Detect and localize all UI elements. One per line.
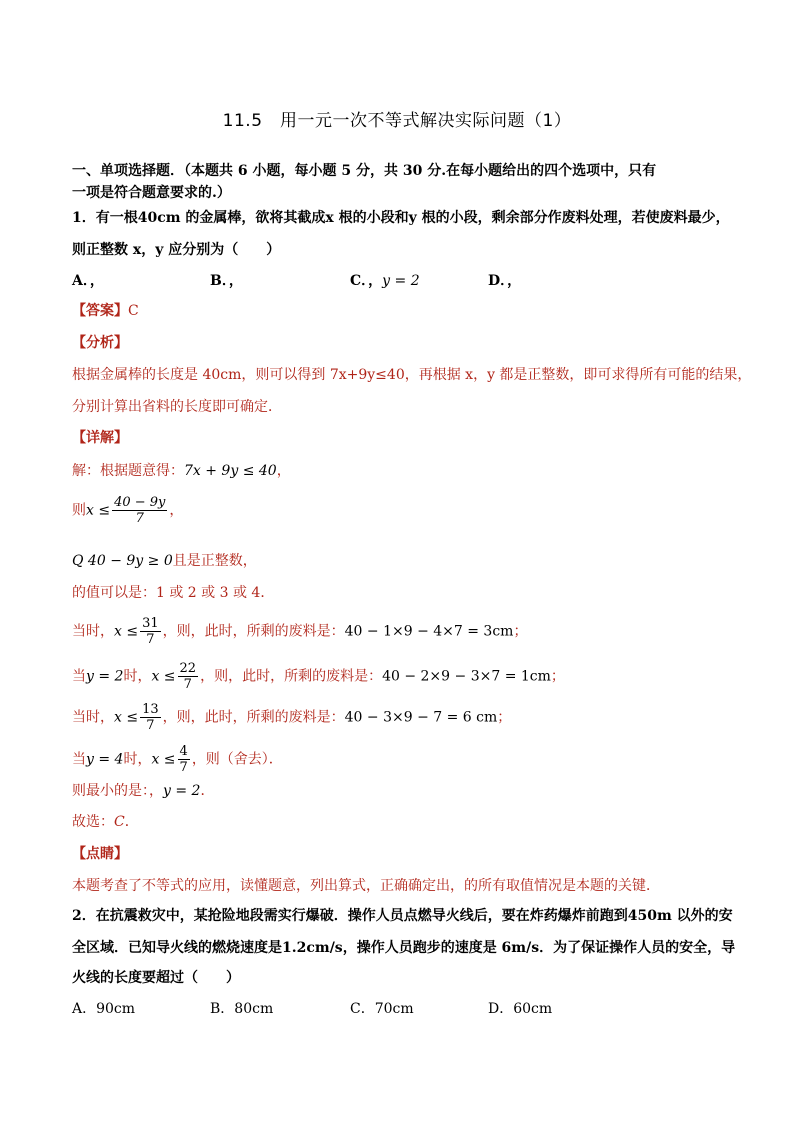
comment-tag: 【点睛】 [72, 846, 128, 862]
q2-stem-line3: 火线的长度要超过（ ） [72, 970, 240, 986]
page-title: 11.5 用一元一次不等式解决实际问题（1） [222, 111, 572, 131]
fraction-numerator: 4 [179, 744, 188, 759]
q1-option-c-label: C．， [350, 273, 383, 289]
detail-line7 [72, 702, 511, 733]
q1-option-d: D．， [488, 273, 522, 289]
detail-line5-end: ； [513, 623, 528, 640]
q2-options [72, 1000, 552, 1018]
detail-line5 [72, 616, 527, 647]
q1-stem-line2: 则正整数 x，y 应分别为（ ） [72, 242, 281, 258]
detail-line2-math: x ≤ [86, 502, 111, 519]
detail-line5-calc: 40 − 1×9 − 4×7 = 3cm [344, 623, 514, 640]
fraction [112, 495, 167, 526]
detail-line5-math: x ≤ [114, 623, 139, 640]
detail-line6-text: 当 [72, 668, 86, 685]
detail-line9-text: 则最小的是：， [72, 783, 163, 799]
fraction-denominator: 7 [183, 677, 192, 692]
fraction-denominator: 7 [179, 760, 188, 775]
detail-line9-end: ． [200, 783, 215, 799]
answer-tag: 【答案】 [72, 303, 128, 319]
detail-line6-end: ； [550, 668, 565, 685]
detail-line8-y: y = 4 [86, 751, 124, 768]
analysis-line1: 根据金属棒的长度是 40cm，则可以得到 7x+9y≤40，再根据 x，y 都是正整数，即可求得所有可能的结果， [72, 367, 752, 383]
q1-stem-line1: 1．有一根40cm 的金属棒，欲将其截成x 根的小段和y 根的小段，剩余部分作废料处理，若使废料最少， [72, 210, 730, 226]
detail-line4-values: 1 或 2 或 3 或 4． [156, 585, 275, 601]
detail-line4-text: 的值可以是： [72, 585, 156, 601]
detail-line7-text: 当时， [72, 709, 114, 726]
detail-line7-mid: ，则，此时，所剩的废料是： [162, 709, 345, 726]
detail-line8-text: 当 [72, 751, 86, 768]
detail-line1 [72, 462, 291, 480]
detail-line10-answer: C [114, 814, 125, 830]
fraction-numerator: 13 [142, 702, 159, 717]
q2-stem-line2: 全区域．已知导火线的燃烧速度是1.2cm/s，操作人员跑步的速度是 6m/s．为了保证操作人员的安全，导 [72, 940, 736, 956]
detail-line7-math: x ≤ [114, 709, 139, 726]
detail-line3-math: Q 40 − 9y ≥ 0 [72, 553, 173, 569]
detail-line6-when: 时， [123, 668, 152, 685]
detail-line3 [72, 552, 257, 570]
detail-line2 [72, 495, 183, 526]
q2-option-b: B．80cm [210, 1001, 274, 1017]
detail-line8-math: x ≤ [151, 751, 176, 768]
detail-line5-mid: ，则，此时，所剩的废料是： [162, 623, 345, 640]
detail-line6-mid: ，则，此时，所剩的废料是： [200, 668, 383, 685]
detail-line4 [72, 584, 274, 602]
detail-line2-text: 则 [72, 502, 86, 519]
q2-option-c: C．70cm [350, 1001, 414, 1017]
detail-line9-y: y = 2 [163, 783, 201, 799]
analysis-tag: 【分析】 [72, 335, 128, 351]
q1-option-a: A．， [72, 273, 104, 289]
fraction-numerator: 31 [142, 616, 159, 631]
fraction [140, 702, 161, 733]
detail-line6-math: x ≤ [151, 668, 176, 685]
q1-option-c-math: y = 2 [382, 273, 420, 289]
fraction [140, 616, 161, 647]
detail-line10 [72, 813, 139, 831]
detail-line8-when: 时， [123, 751, 152, 768]
q1-answer [72, 302, 139, 320]
detail-line8-end: ，则（舍去）． [191, 751, 283, 768]
detail-line5-text: 当时， [72, 623, 114, 640]
detail-line9 [72, 782, 214, 800]
detail-line1-math: 7x + 9y ≤ 40 [184, 463, 277, 479]
fraction [178, 661, 199, 692]
q2-option-d: D．60cm [488, 1001, 553, 1017]
detail-line7-calc: 40 − 3×9 − 7 = 6 cm [344, 709, 498, 726]
q2-stem-line1: 2．在抗震救灾中，某抢险地段需实行爆破．操作人员点燃导火线后，要在炸药爆炸前跑到450m 以外的安 [72, 908, 733, 924]
detail-line6 [72, 661, 565, 692]
detail-line10-end: ． [124, 814, 139, 830]
detail-line10-text: 故选： [72, 814, 114, 830]
fraction-numerator: 40 − 9y [114, 495, 166, 510]
fraction-denominator: 7 [146, 632, 155, 647]
q1-options [72, 272, 521, 290]
q1-option-b: B．， [210, 273, 243, 289]
detail-line3-text: 且是正整数， [172, 553, 257, 569]
detail-line1-text: 解：根据题意得： [72, 463, 184, 479]
section-heading-line1: 一、单项选择题．（本题共 6 小题，每小题 5 分，共 30 分.在每小题给出的四个选项中，只有 [72, 163, 657, 179]
q1-option-c [350, 272, 488, 290]
detail-line7-end: ； [497, 709, 512, 726]
fraction-denominator: 7 [135, 511, 144, 526]
analysis-line2: 分别计算出省料的长度即可确定． [72, 399, 282, 415]
detail-line6-y: y = 2 [86, 668, 124, 685]
detail-line8 [72, 744, 283, 775]
fraction-numerator: 22 [179, 661, 197, 676]
comment-text: 本题考查了不等式的应用，读懂题意，列出算式，正确确定出，的所有取值情况是本题的关键． [72, 878, 660, 894]
section-heading-line2: 一项是符合题意要求的.） [72, 185, 231, 201]
q2-option-a: A．90cm [72, 1001, 136, 1017]
answer-value: C [128, 303, 139, 319]
detail-line1-end: ， [276, 463, 291, 479]
detail-tag: 【详解】 [72, 430, 128, 446]
fraction [178, 744, 190, 775]
detail-line6-calc: 40 − 2×9 − 3×7 = 1cm [382, 668, 551, 685]
detail-line2-end: ， [169, 502, 184, 519]
fraction-denominator: 7 [146, 718, 155, 733]
